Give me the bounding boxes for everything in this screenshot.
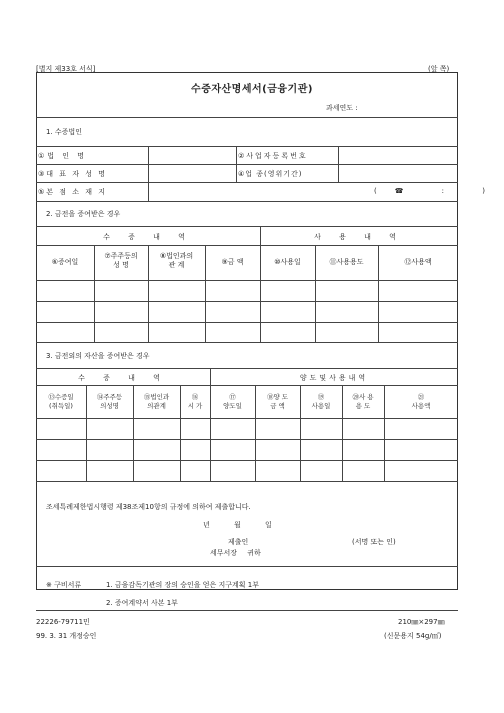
attachment-item-2: 2. 증여계약서 사본 1부 xyxy=(106,599,178,607)
s2-data-row[interactable] xyxy=(36,302,458,321)
s3-col-receipt-date: ⑬수증일 (취득일) xyxy=(48,393,74,410)
s2-gift-group-header: 수 증 내 역 xyxy=(103,233,193,241)
s2-col-relation: ⑧법인과의 관 계 xyxy=(159,252,194,269)
signature-field[interactable]: (서명 또는 인) xyxy=(352,538,396,546)
s2-col-use-purpose: ⑪사용용도 xyxy=(329,258,364,266)
attachments-label: ※ 구비서류 xyxy=(46,581,82,589)
business-type-label: ④업 종(영위기간) xyxy=(238,170,303,178)
s3-col-transfer-amount: ⑱양 도 금 액 xyxy=(266,393,289,410)
biz-reg-no-label: ②사업자등록번호 xyxy=(238,152,308,160)
corp-name-label: ①법 인 명 xyxy=(38,152,88,160)
s3-col-use-amount: ㉑ 사용액 xyxy=(411,393,431,410)
form-title: 수증자산명세서(금융기관) xyxy=(191,84,313,95)
s2-data-row[interactable] xyxy=(36,323,458,341)
s3-data-row[interactable] xyxy=(36,440,458,459)
section1-title: 1. 수증법인 xyxy=(46,128,82,136)
phone-field[interactable]: (☎ : ) xyxy=(374,187,503,195)
s2-data-row[interactable] xyxy=(36,281,458,300)
s2-use-group-header: 사 용 내 역 xyxy=(314,233,404,241)
s2-col-gift-date: ⑥증여일 xyxy=(51,258,79,266)
s3-col-use-purpose: ⑳사 용 용 도 xyxy=(352,393,374,410)
approval-date: 99. 3. 31 개정승인 xyxy=(36,632,97,640)
addressee: 세무서장 귀하 xyxy=(210,549,261,557)
s2-col-use-amount: ⑫사용액 xyxy=(404,258,432,266)
business-type-field[interactable] xyxy=(340,166,456,180)
form-number: [별지 제33호 서식] xyxy=(36,65,96,73)
hq-address-field[interactable] xyxy=(150,184,360,199)
rep-name-label: ③대 표 자 성 명 xyxy=(38,170,107,178)
hq-address-label: ⑤본 점 소 재 지 xyxy=(38,188,107,196)
declaration-date[interactable]: 년 월 일 xyxy=(203,521,272,529)
side-label: (앞 쪽) xyxy=(428,65,450,73)
corp-name-field[interactable] xyxy=(150,148,234,162)
s2-col-shareholder: ⑦주주등의 성 명 xyxy=(104,252,138,269)
section2-title: 2. 금전을 증여받은 경우 xyxy=(46,210,121,218)
section3-title: 3. 금전외의 자산을 증여받은 경우 xyxy=(46,352,150,360)
s3-use-group-header: 양도및사용내역 xyxy=(299,374,369,382)
s2-col-amount: ⑨금 액 xyxy=(221,258,244,266)
biz-reg-no-field[interactable] xyxy=(340,148,456,162)
s3-col-market-price: ⑯ 시 가 xyxy=(187,393,203,410)
paper-type: (신문용지 54g/㎡) xyxy=(384,632,442,640)
form-code: 22226-79711민 xyxy=(36,618,90,626)
attachment-item-1: 1. 금융감독기관의 장의 승인을 얻은 지구계획 1부 xyxy=(106,581,259,589)
tax-year-label: 과세연도 : xyxy=(326,104,358,112)
s3-gift-group-header: 수 증 내 역 xyxy=(78,374,168,382)
paper-size: 210㎜×297㎜ xyxy=(398,618,445,626)
s2-col-use-date: ⑩사용일 xyxy=(274,258,301,266)
s3-col-transfer-date: ⑰ 양도일 xyxy=(223,393,242,410)
s3-data-row[interactable] xyxy=(36,419,458,438)
s3-col-shareholder: ⑭주주등 의성명 xyxy=(96,393,123,410)
s3-data-row[interactable] xyxy=(36,461,458,480)
submitter-label: 제출인 xyxy=(228,538,249,546)
s3-col-relation: ⑮법인과 의관계 xyxy=(143,393,170,410)
s3-col-use-date: ⑲ 사용일 xyxy=(311,393,331,410)
rep-name-field[interactable] xyxy=(150,166,234,180)
declaration-text: 조세특례제한법시행령 제38조제10항의 규정에 의하여 제출합니다. xyxy=(46,503,251,511)
